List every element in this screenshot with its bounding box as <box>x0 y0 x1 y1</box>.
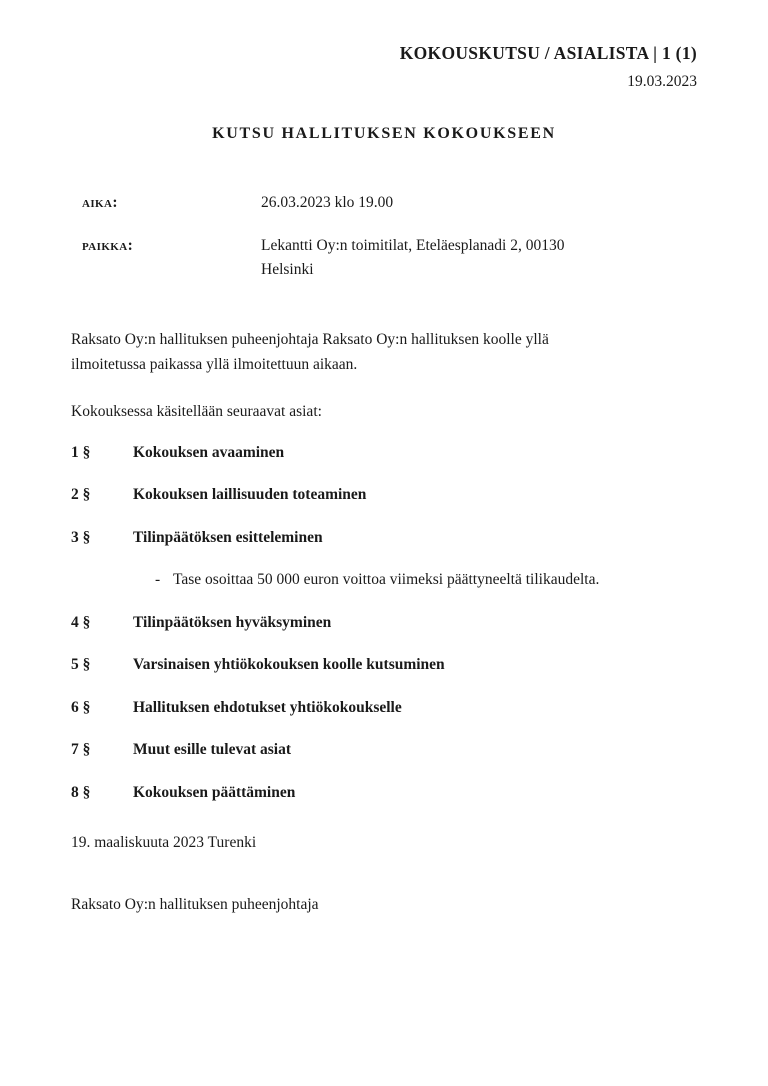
bullet-dash-icon: - <box>155 571 161 589</box>
agenda-item-label: Kokouksen laillisuuden toteaminen <box>133 486 367 504</box>
agenda-item-label: Tilinpäätöksen hyväksyminen <box>133 613 332 631</box>
agenda-item-number: 4 § <box>71 613 91 631</box>
agenda-item-number: 3 § <box>71 528 91 546</box>
agenda-item <box>71 739 697 761</box>
meta-label-time: aika: <box>82 194 118 211</box>
meta-row-time <box>71 191 697 214</box>
page-title: KUTSU HALLITUKSEN KOKOUKSEEN <box>212 125 556 142</box>
intro-paragraph: Raksato Oy:n hallituksen puheenjohtaja Raksato Oy:n hallituksen koolle yllä ilmoitetussa paikassa yllä ilmoitettuun aikaan. <box>71 331 549 374</box>
header-date: 19.03.2023 <box>627 72 697 90</box>
meta-value-place: Lekantti Oy:n toimitilat, Eteläesplanadi 2, 00130 Helsinki <box>261 237 565 278</box>
agenda-item-label: Hallituksen ehdotukset yhtiökokoukselle <box>133 698 402 716</box>
agenda-item-label: Kokouksen avaaminen <box>133 444 285 461</box>
agenda-item <box>71 697 697 719</box>
agenda-item-label: Tilinpäätöksen esitteleminen <box>133 528 323 546</box>
agenda-item <box>71 527 697 549</box>
meta-row-place <box>71 234 697 281</box>
document-header <box>71 43 697 91</box>
header-title: KOKOUSKUTSU / ASIALISTA | 1 (1) <box>399 43 697 63</box>
agenda-sub-item-text: Tase osoittaa 50 000 euron voittoa viimeksi päättyneeltä tilikaudelta. <box>173 571 600 589</box>
agenda-item-number: 5 § <box>71 656 91 674</box>
agenda-item <box>71 782 697 804</box>
agenda-sub-item <box>71 569 697 591</box>
agenda-item-number: 6 § <box>71 698 91 716</box>
closing-place-date: 19. maaliskuuta 2023 Turenki <box>71 834 257 851</box>
meta-label-place: paikka: <box>82 237 134 255</box>
agenda-list <box>71 442 697 824</box>
agenda-item-label: Kokouksen päättäminen <box>133 783 296 801</box>
agenda-item-label: Varsinaisen yhtiökokouksen koolle kutsuminen <box>133 656 445 674</box>
agenda-item <box>71 654 697 676</box>
agenda-item <box>71 612 697 634</box>
body-text <box>71 327 581 424</box>
meta-value-time: 26.03.2023 klo 19.00 <box>261 194 394 211</box>
closing-block <box>71 831 631 918</box>
agenda-item-number: 7 § <box>71 741 91 759</box>
meeting-details <box>71 191 697 301</box>
agenda-item <box>71 484 697 506</box>
agenda-item-number: 1 § <box>71 444 91 461</box>
closing-signer: Raksato Oy:n hallituksen puheenjohtaja <box>71 895 319 913</box>
agenda-item-number: 2 § <box>71 486 91 504</box>
agenda-item <box>71 442 697 464</box>
agenda-item-number: 8 § <box>71 783 91 801</box>
agenda-lead-paragraph: Kokouksessa käsitellään seuraavat asiat: <box>71 403 322 421</box>
agenda-item-label: Muut esille tulevat asiat <box>133 741 291 759</box>
